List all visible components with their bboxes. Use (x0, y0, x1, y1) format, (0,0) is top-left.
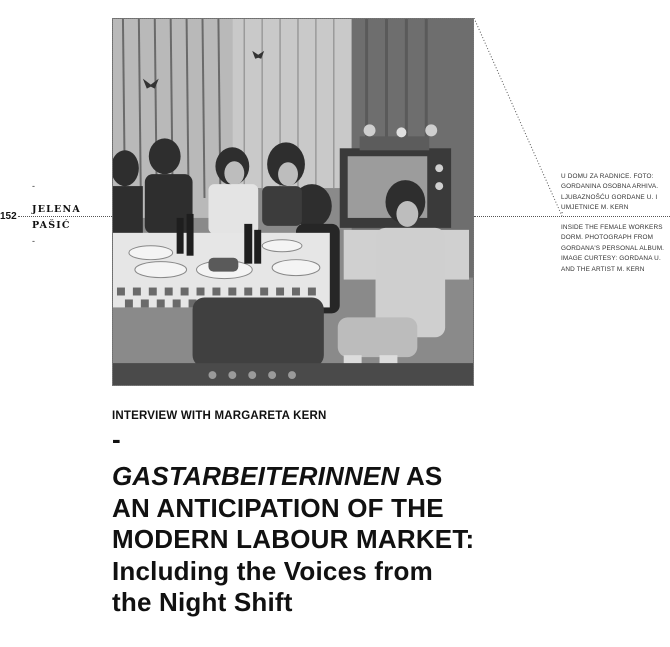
dorm-photograph (112, 18, 474, 386)
photo-illustration (113, 19, 473, 385)
subtitle-line-1: Including the Voices from (112, 555, 433, 586)
author-first-name: JELENA (32, 204, 81, 215)
article-title (112, 461, 632, 619)
article-kicker: INTERVIEW WITH MARGARETA KERN (112, 410, 327, 422)
title-line-1 (112, 461, 632, 493)
title-line-1-rest: AS (399, 461, 443, 491)
left-leader-line (18, 216, 112, 217)
title-dash: - (112, 424, 121, 454)
title-italic-word: GASTARBEITERINNEN (112, 461, 400, 491)
photo-caption-english: INSIDE THE FEMALE WORKERS DORM. PHOTOGRAPH FROM GORDANA'S PERSONAL ALBUM. IMAGE CURTESY: GORDANA U. AND THE ARTIST M. KERN (561, 224, 665, 273)
title-line-2: AN ANTICIPATION OF THE (112, 492, 444, 523)
photo-caption-local: U DOMU ZA RADNICE. FOTO: GORDANINA OSOBNA ARHIVA. LJUBAZNOŠĆU GORDANE U. I UMJETNICE M. KERN (561, 173, 659, 212)
diagonal-leader-line (474, 18, 564, 218)
author-last-name: PAŠIĆ (32, 220, 71, 231)
title-line-3: MODERN LABOUR MARKET: (112, 524, 475, 554)
caption-separator: - (561, 210, 564, 217)
subtitle-line-2: the Night Shift (112, 587, 293, 617)
page-number: 152 (0, 211, 17, 222)
author-dash-top: - (32, 181, 35, 191)
author-dash-bottom: - (32, 236, 35, 246)
